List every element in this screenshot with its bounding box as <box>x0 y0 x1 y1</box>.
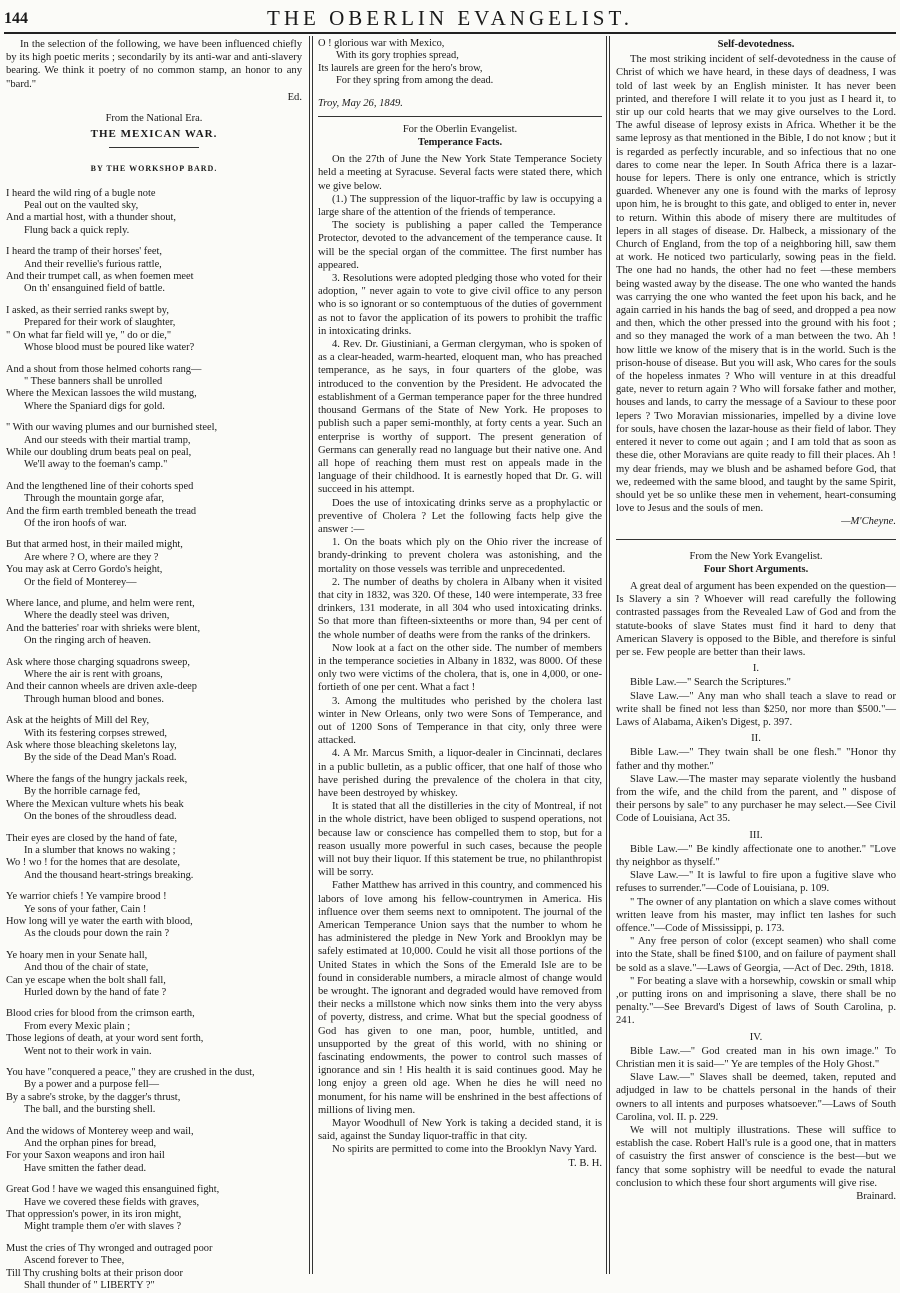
argument-passage: " The owner of any plantation on which a slave comes without written leave from his master, may inflict ten lashes for such offence."—Code of Mississippi, p. 173. <box>616 896 896 934</box>
poem-stanza <box>6 1008 302 1058</box>
article-paragraph: Mayor Woodhull of New York is taking a decided stand, it is said, against the Sunday liquor-traffic in that city. <box>318 1118 602 1143</box>
poem-line: And a martial host, with a thunder shout, <box>6 212 176 224</box>
poem-stanza <box>6 246 302 296</box>
column-divider <box>312 36 313 1274</box>
poem-stanza <box>6 422 302 472</box>
poem-line: And the batteries' roar with shrieks were blent, <box>6 622 201 634</box>
poem-line: O ! glorious war with Mexico, <box>318 38 445 49</box>
poem-line: " With our waving plumes and our burnished steel, <box>6 422 218 434</box>
intro-sign: Ed. <box>287 91 302 103</box>
poem-line: Flung back a quick reply. <box>24 224 130 236</box>
column-divider <box>309 36 310 1274</box>
column-2 <box>318 38 602 1274</box>
poem-line: I heard the wild ring of a bugle note <box>6 187 156 199</box>
poem-line: How long will ye water the earth with blood, <box>6 915 193 927</box>
poem-line: Where the deadly steel was driven, <box>24 610 170 622</box>
poem-line: And the orphan pines for bread, <box>24 1138 157 1150</box>
article-paragraph: A great deal of argument has been expended on the question—Is Slavery a sin ? Whoever will read carefully the following contrasted passages from the Revealed Law of God and from the statute-books of slave States must find it hard to deny that American Slavery is opposed to the Bible, and therefore is sinful per se. Few people are better than their laws. <box>616 580 896 658</box>
poem-line: " These banners shall be unrolled <box>24 375 163 387</box>
poem-byline: BY THE WORKSHOP BARD. <box>90 164 218 174</box>
poem-line: And the widows of Monterey weep and wail, <box>6 1125 194 1137</box>
poem-line: And a shout from those helmed cohorts rang— <box>6 363 202 375</box>
poem-stanza <box>6 539 302 589</box>
argument-passage: Slave Law.—" It is lawful to fire upon a fugitive slave who refuses to surrender."—Code of Louisiana, p. 109. <box>616 870 896 895</box>
poem-line: Their eyes are closed by the hand of fate, <box>6 832 178 844</box>
article-paragraph: It is stated that all the distilleries in the city of Montreal, if not in the whole district, have been obliged to suspend operations, not because law or conscience has compelled them to stop, but for a reason usually more powerful in such cases, because the people will not buy their liquor. If this statement be true, no philanthropist will be sorry. <box>318 801 602 879</box>
article-signature <box>318 1157 602 1170</box>
argument-passage: Bible Law.—" Be kindly affectionate one to another." "Love thy neighbor as thyself." <box>616 843 896 868</box>
article-source: For the Oberlin Evangelist. <box>402 123 518 135</box>
poem-stanza <box>6 1067 302 1117</box>
poem-stanza <box>6 715 302 765</box>
poem-stanza <box>6 774 302 824</box>
poem-line: Those legions of death, at your word sent forth, <box>6 1033 204 1045</box>
poem-line: You may ask at Cerro Gordo's height, <box>6 564 163 576</box>
poem-line: We'll away to the foeman's camp." <box>24 459 168 471</box>
poem-line: By a sabre's stroke, by the dagger's thrust, <box>6 1091 181 1103</box>
argument-passage: Bible Law.—" They twain shall be one flesh." "Honor thy father and thy mother." <box>616 747 896 772</box>
poem-line: While our doubling drum beats peal on peal, <box>6 446 192 458</box>
poem-line: And their revellie's furious rattle, <box>24 258 162 270</box>
poem-line: In a slumber that knows no waking ; <box>24 844 176 856</box>
poem-line: Ask where those bleaching skeletons lay, <box>6 740 177 752</box>
poem-stanza <box>6 188 302 238</box>
poem-stanza <box>6 1126 302 1176</box>
poem-line: Can ye escape when the bolt shall fall, <box>6 974 166 986</box>
poem-line: And thou of the chair of state, <box>24 962 149 974</box>
poem-line: Where the Mexican lassoes the wild mustang, <box>6 388 197 400</box>
poem-stanza <box>6 364 302 414</box>
poem-line: Where lance, and plume, and helm were rent, <box>6 598 195 609</box>
poem-line: And our steeds with their martial tramp, <box>24 434 191 446</box>
poem-line: On the ringing arch of heaven. <box>24 635 151 647</box>
poem-line: You have "conquered a peace," they are crushed in the dust, <box>6 1067 255 1078</box>
article-title: Four Short Arguments. <box>703 563 809 575</box>
closing-paragraph: We will not multiply illustrations. These will suffice to establish the case. Robert Hall's rule is a good one, that in matters of casuistry the first answer of conscience is the best—but we fancy that some sophistry will be needful to evade the natural conclusion to which these four short arguments will give rise. <box>616 1125 896 1189</box>
poem-line: With its festering corpses strewed, <box>24 727 167 739</box>
poem-line: Where the Spaniard digs for gold. <box>24 400 165 412</box>
argument-passage: Bible Law.—" God created man in his own image." To Christian men it is said—" Ye are temples of the Holy Ghost." <box>616 1045 896 1071</box>
poem-line: As the clouds pour down the rain ? <box>24 928 170 940</box>
poem-line: Of the iron hoofs of war. <box>24 517 127 529</box>
poem-line: By a power and a purpose fell— <box>24 1079 160 1091</box>
poem-line: And their trumpet call, as when foemen meet <box>6 271 194 283</box>
argument-passage: Slave Law.—" Slaves shall be deemed, taken, reputed and adjudged in law to be chattels personal in the hands of their owners to all intents and purposes whatsoever."—Laws of South Carolina, vol. II. p. 229. <box>616 1072 896 1123</box>
article-paragraph: On the 27th of June the New York State Temperance Society held a meeting at Syracuse. Several facts were stated there, which we give below. <box>318 154 602 192</box>
signature: —M'Cheyne. <box>841 516 896 528</box>
poem-line: Where the air is rent with groans, <box>24 669 163 681</box>
paper-title: THE OBERLIN EVANGELIST. <box>267 6 633 30</box>
argument-number: III. <box>749 829 763 841</box>
poem-stanza <box>6 833 302 883</box>
poem-line: Through human blood and bones. <box>24 693 164 705</box>
poem-line: Or the field of Monterey— <box>24 576 137 588</box>
poem-line: And the firm earth trembled beneath the tread <box>6 505 197 517</box>
article-paragraph: The most striking incident of self-devotedness in the cause of Christ of which we have heard, in these days of deadness, I was told of last week by an English minister. It has never been printed, and therefore I will relate it to you just as I heard it, to stir up our cold hearts that we may give ourselves to the Lord. The awful disease of leprosy exists in Africa. Whether it be the same leprosy as that mentioned in the Bible, I do not know ; but it is regarded as perfectly incurable, and so infectious that no one dares to come near the leper. In South Africa there is a lazar-house for lepers. There is only one entrance, which is strictly guarded. Whenever any one is found with the marks of leprosy upon him, he is brought to this gate, and obliged to enter in, never to return. Within this abode of misery there are multitudes of lepers in all stages of disease. Dr. Halbeck, a missionary of the Church of England, from the top of a neighboring hill, saw them at work. He noticed two particularly, sowing peas in the field. The one had no hands, the other had no feet —these members being wasted away by the disease. The one who wanted the hands was carrying the one who wanted the feet upon his back, and he again carried in his hands the bag of seed, and dropped a pea now and then, which the other pressed into the ground with his foot ; and so they managed the work of a man between the two. Ah ! how little we know of the misery that is in the world. Such is the prison-house of disease. But you will ask, Who cares for the souls of the hopeless inmates ? Who will venture in at this dreadful gate, never to return again ? Who will forsake father and mother, houses and lands, to carry the message of a Saviour to these poor lepers ? Two Moravian missionaries, impelled by a divine love for souls, have chosen the lazar-house as their field of labor. They entered it never to come out again ; and I am told that as soon as these die, other Moravians are quite ready to fill their places. Ah ! my dear friends, may we blush and be ashamed before God, that we, redeemed with the same blood, and taught by the same Spirit, should yet be so unlike these men in vehement, heart-consuming love to Jesus and the souls of men. <box>616 54 896 515</box>
signature: Brainard. <box>856 1191 896 1203</box>
poem-line: Blood cries for blood from the crimson earth, <box>6 1008 195 1020</box>
poem-line: Are where ? O, where are they ? <box>24 551 159 563</box>
article-paragraph: 4. Rev. Dr. Giustiniani, a German clergyman, who is spoken of as a clear-headed, warm-hearted, eloquent man, who has preached temperance, as he says, in four quarters of the globe, was introduced to the convention by the President. He advocated the establishment of a German temperance paper for the three hundred thousand Germans of the State of New York. He proposes to publish such a paper semi-monthly, at forty cents a year. Such an enterprise is worthy of support. The present generation of Germans can generally read no language but their native one. And all hope of reaching them must rest on appeals made in the language of their childhood. It is earnestly hoped that Dr. G. will succeed in his attempt. <box>318 339 602 496</box>
poem-line: I heard the tramp of their horses' feet, <box>6 246 162 258</box>
poem-line: Ask at the heights of Mill del Rey, <box>6 715 150 727</box>
divider <box>616 539 896 540</box>
poem-line: Went not to their work in vain. <box>24 1045 152 1057</box>
poem-final-stanza <box>318 38 602 88</box>
poem-stanza <box>6 657 302 707</box>
column-3 <box>616 38 896 1274</box>
poem-line: Might trample them o'er with slaves ? <box>24 1221 182 1233</box>
poem-line: Whose blood must be poured like water? <box>24 342 195 354</box>
poem-dateline: Troy, May 26, 1849. <box>318 97 403 109</box>
intro-paragraph: In the selection of the following, we have been influenced chiefly by its high poetic merits ; secondarily by its anti-war and anti-slavery bearing. We think it poetry of no common stamp, an honor to any "bard." <box>6 39 302 90</box>
argument-number: IV. <box>749 1031 763 1043</box>
poem-line: Where the fangs of the hungry jackals reek, <box>6 773 188 785</box>
page-number: 144 <box>4 10 28 27</box>
signature: T. B. H. <box>568 1157 602 1169</box>
poem-line: Ye sons of your father, Cain ! <box>24 903 147 915</box>
poem-line: Ask where those charging squadrons sweep, <box>6 656 190 668</box>
argument-passage: Slave Law.—" Any man who shall teach a slave to read or write shall be fined not less than $250, nor more than $500."—Laws of Alabama, Aiken's Digest, p. 397. <box>616 690 896 728</box>
poem-line: Have smitten the father dead. <box>24 1162 147 1174</box>
article-paragraph: 1. On the boats which ply on the Ohio river the increase of brandy-drinking to prevent cholera was astonishing, and the mortality on those vessels was terrible and unprecedented. <box>318 537 602 575</box>
poem-line: From every Mexic plain ; <box>24 1020 131 1032</box>
poem-line: I asked, as their serried ranks swept by, <box>6 304 169 316</box>
poem-source: From the National Era. <box>105 113 203 125</box>
poem-stanza <box>6 1243 302 1293</box>
poem-line: Have we covered these fields with graves, <box>24 1196 200 1208</box>
divider <box>109 147 199 148</box>
poem-stanza <box>6 481 302 531</box>
argument-passage: Bible Law.—" Search the Scriptures." <box>630 677 791 689</box>
article-paragraph: 2. The number of deaths by cholera in Albany when it visited that city in 1832, was 320. Of these, 140 were intemperate, 33 free drinkers, 131 moderate, in all 304 who used intoxicating drinks. So that more than fifteen-sixteenths or more than, 94 per cent of the whole number of deaths were from the ranks of the drinkers. <box>318 576 602 641</box>
poem-line: For your Saxon weapons and iron hail <box>6 1150 165 1162</box>
poem-stanza <box>6 891 302 941</box>
column-divider <box>606 36 607 1274</box>
masthead <box>0 4 900 30</box>
article-title: Self-devotedness. <box>717 39 795 50</box>
poem-line: Till Thy crushing bolts at their prison door <box>6 1267 183 1279</box>
poem-line: And their cannon wheels are driven axle-deep <box>6 681 197 693</box>
poem-stanza <box>6 950 302 1000</box>
poem-line: Must the cries of Thy wronged and outraged poor <box>6 1242 213 1254</box>
poem-line: Great God ! have we waged this ensanguined fight, <box>6 1184 220 1196</box>
column-1 <box>6 38 302 1292</box>
article-paragraph: Father Matthew has arrived in this country, and commenced his labors of love among his fellow-countrymen in America. His influence over them seems next to omnipotent. The journal of the American Temperance Union says that the number to whom he has administered the pledge in New York and Brooklyn may be safely estimated at 10,000. Could he visit all those portions of the United States in which the Sons of the Emerald Isle are to be found in considerable numbers, a miracle almost of change would be wrought. The ignorant and degraded would have removed from their necks a millstone which now sinks them into the very abyss of poverty, distress, and crime. What but the special goodness of God has given to one man, poor, humble, untitled, and unsupported by the great of this world, with no shining or fascinating endowments, the power to control such masses of ignorance and sin ! His health it is said continues good. May he long enjoy a green old age. When he dies he will need no monument, for his name will be enshrined in the best affections of millions of living men. <box>318 880 602 1116</box>
article-paragraph: The society is publishing a paper called the Temperance Protector, devoted to the advancement of the temperance cause. It will be the special organ of the committee. The first number has appeared. <box>318 220 602 271</box>
article-title: Temperance Facts. <box>417 137 503 149</box>
article-paragraph: 3. Resolutions were adopted pledging those who voted for their adoption, " never again to vote to give civil office to any person who is so ignorant or so contemptuous of the duties of government as not to favor the application of its powers to prohibit the traffic in intoxicating drinks. <box>318 273 602 337</box>
column-divider <box>609 36 610 1274</box>
poem-line: Through the mountain gorge afar, <box>24 493 164 505</box>
argument-passage: " For beating a slave with a horsewhip, cowskin or small whip ,or putting irons on and imprisoning a slave, there shall be no penalty."—See Brevard's Digest of laws of South Carolina, p. 241. <box>616 975 896 1027</box>
divider <box>318 116 602 117</box>
poem-line: And the lengthened line of their cohorts sped <box>6 480 194 492</box>
article-paragraph: (1.) The suppression of the liquor-traffic by law is occupying a large share of the attention of the friends of temperance. <box>318 193 602 219</box>
poem-line: On the bones of the shroudless dead. <box>24 811 177 823</box>
article-paragraph: Does the use of intoxicating drinks serve as a prophylactic or preventive of Cholera ? Let the following facts help give the answer :— <box>318 497 602 535</box>
article-paragraph: No spirits are permitted to come into the Brooklyn Navy Yard. <box>332 1144 597 1156</box>
poem-stanza <box>6 598 302 648</box>
poem-title: THE MEXICAN WAR. <box>90 128 218 141</box>
poem-line: Ye warrior chiefs ! Ye vampire brood ! <box>6 891 167 903</box>
poem-stanza <box>6 305 302 355</box>
poem-line: Hurled down by the hand of fate ? <box>24 986 167 998</box>
poem-line: And the thousand heart-strings breaking. <box>24 869 194 881</box>
poem-line: For they spring from among the dead. <box>336 75 494 87</box>
poem-line: Shall thunder of " LIBERTY ?" <box>24 1280 155 1292</box>
poem-line: The ball, and the bursting shell. <box>24 1104 156 1116</box>
poem-line: Prepared for their work of slaughter, <box>24 317 176 329</box>
article-source: From the New York Evangelist. <box>689 550 823 562</box>
poem-line: Where the Mexican vulture whets his beak <box>6 798 184 810</box>
argument-passage: Slave Law.—The master may separate violently the husband from the wife, and the child from the parent, and " dispose of their persons by sale" to any purchaser he may select.—See Civil Code of Louisiana, Act 35. <box>616 773 896 825</box>
poem-line: Wo ! wo ! for the homes that are desolate, <box>6 857 181 869</box>
poem-body <box>6 188 302 1293</box>
poem-line: On th' ensanguined field of battle. <box>24 283 165 295</box>
article-paragraph: 3. Among the multitudes who perished by the cholera last winter in New Orleans, only two were Sons of Temperance, and out of 1200 Sons of Temperance in that city, only three were attacked. <box>318 695 602 747</box>
poem-line: By the horrible carnage fed, <box>24 786 141 798</box>
argument-passage: " Any free person of color (except seamen) who shall come into the State, shall be fined $100, and on failure of payment shall be sold as a slave."—Laws of Georgia, —Act of Dec. 29th, 1818. <box>616 936 896 974</box>
poem-stanza <box>6 1184 302 1234</box>
arguments-list <box>616 662 896 1124</box>
article-paragraph: Now look at a fact on the other side. The number of members in the temperance societies in Albany in 1832, was 8000. Of these only two were victims of the cholera, that is, one in 4,000, or one-fortieth of one per cent. What a fact ! <box>318 642 602 694</box>
argument-number: I. <box>752 663 760 675</box>
poem-line: By the side of the Dead Man's Road. <box>24 752 177 764</box>
poem-line: With its gory trophies spread, <box>336 50 459 62</box>
argument-number: II. <box>751 733 761 745</box>
header-rule <box>4 32 896 34</box>
poem-line: But that armed host, in their mailed might, <box>6 539 183 551</box>
poem-line: Ye hoary men in your Senate hall, <box>6 949 148 961</box>
poem-line: Its laurels are green for the hero's brow, <box>318 62 483 74</box>
poem-line: " On what far field will ye, " do or die," <box>6 329 172 341</box>
poem-line: That oppression's power, in its iron might, <box>6 1209 182 1221</box>
article-body <box>318 153 602 1156</box>
poem-line: Ascend forever to Thee, <box>24 1255 125 1267</box>
poem-line: Peal out on the vaulted sky, <box>24 200 139 212</box>
article-paragraph: 4. A Mr. Marcus Smith, a liquor-dealer in Cincinnati, declares in a public bulletin, as a public officer, that one half of those who have perished during the prevalence of the cholera in that city, have been destroyed by whiskey. <box>318 748 602 799</box>
